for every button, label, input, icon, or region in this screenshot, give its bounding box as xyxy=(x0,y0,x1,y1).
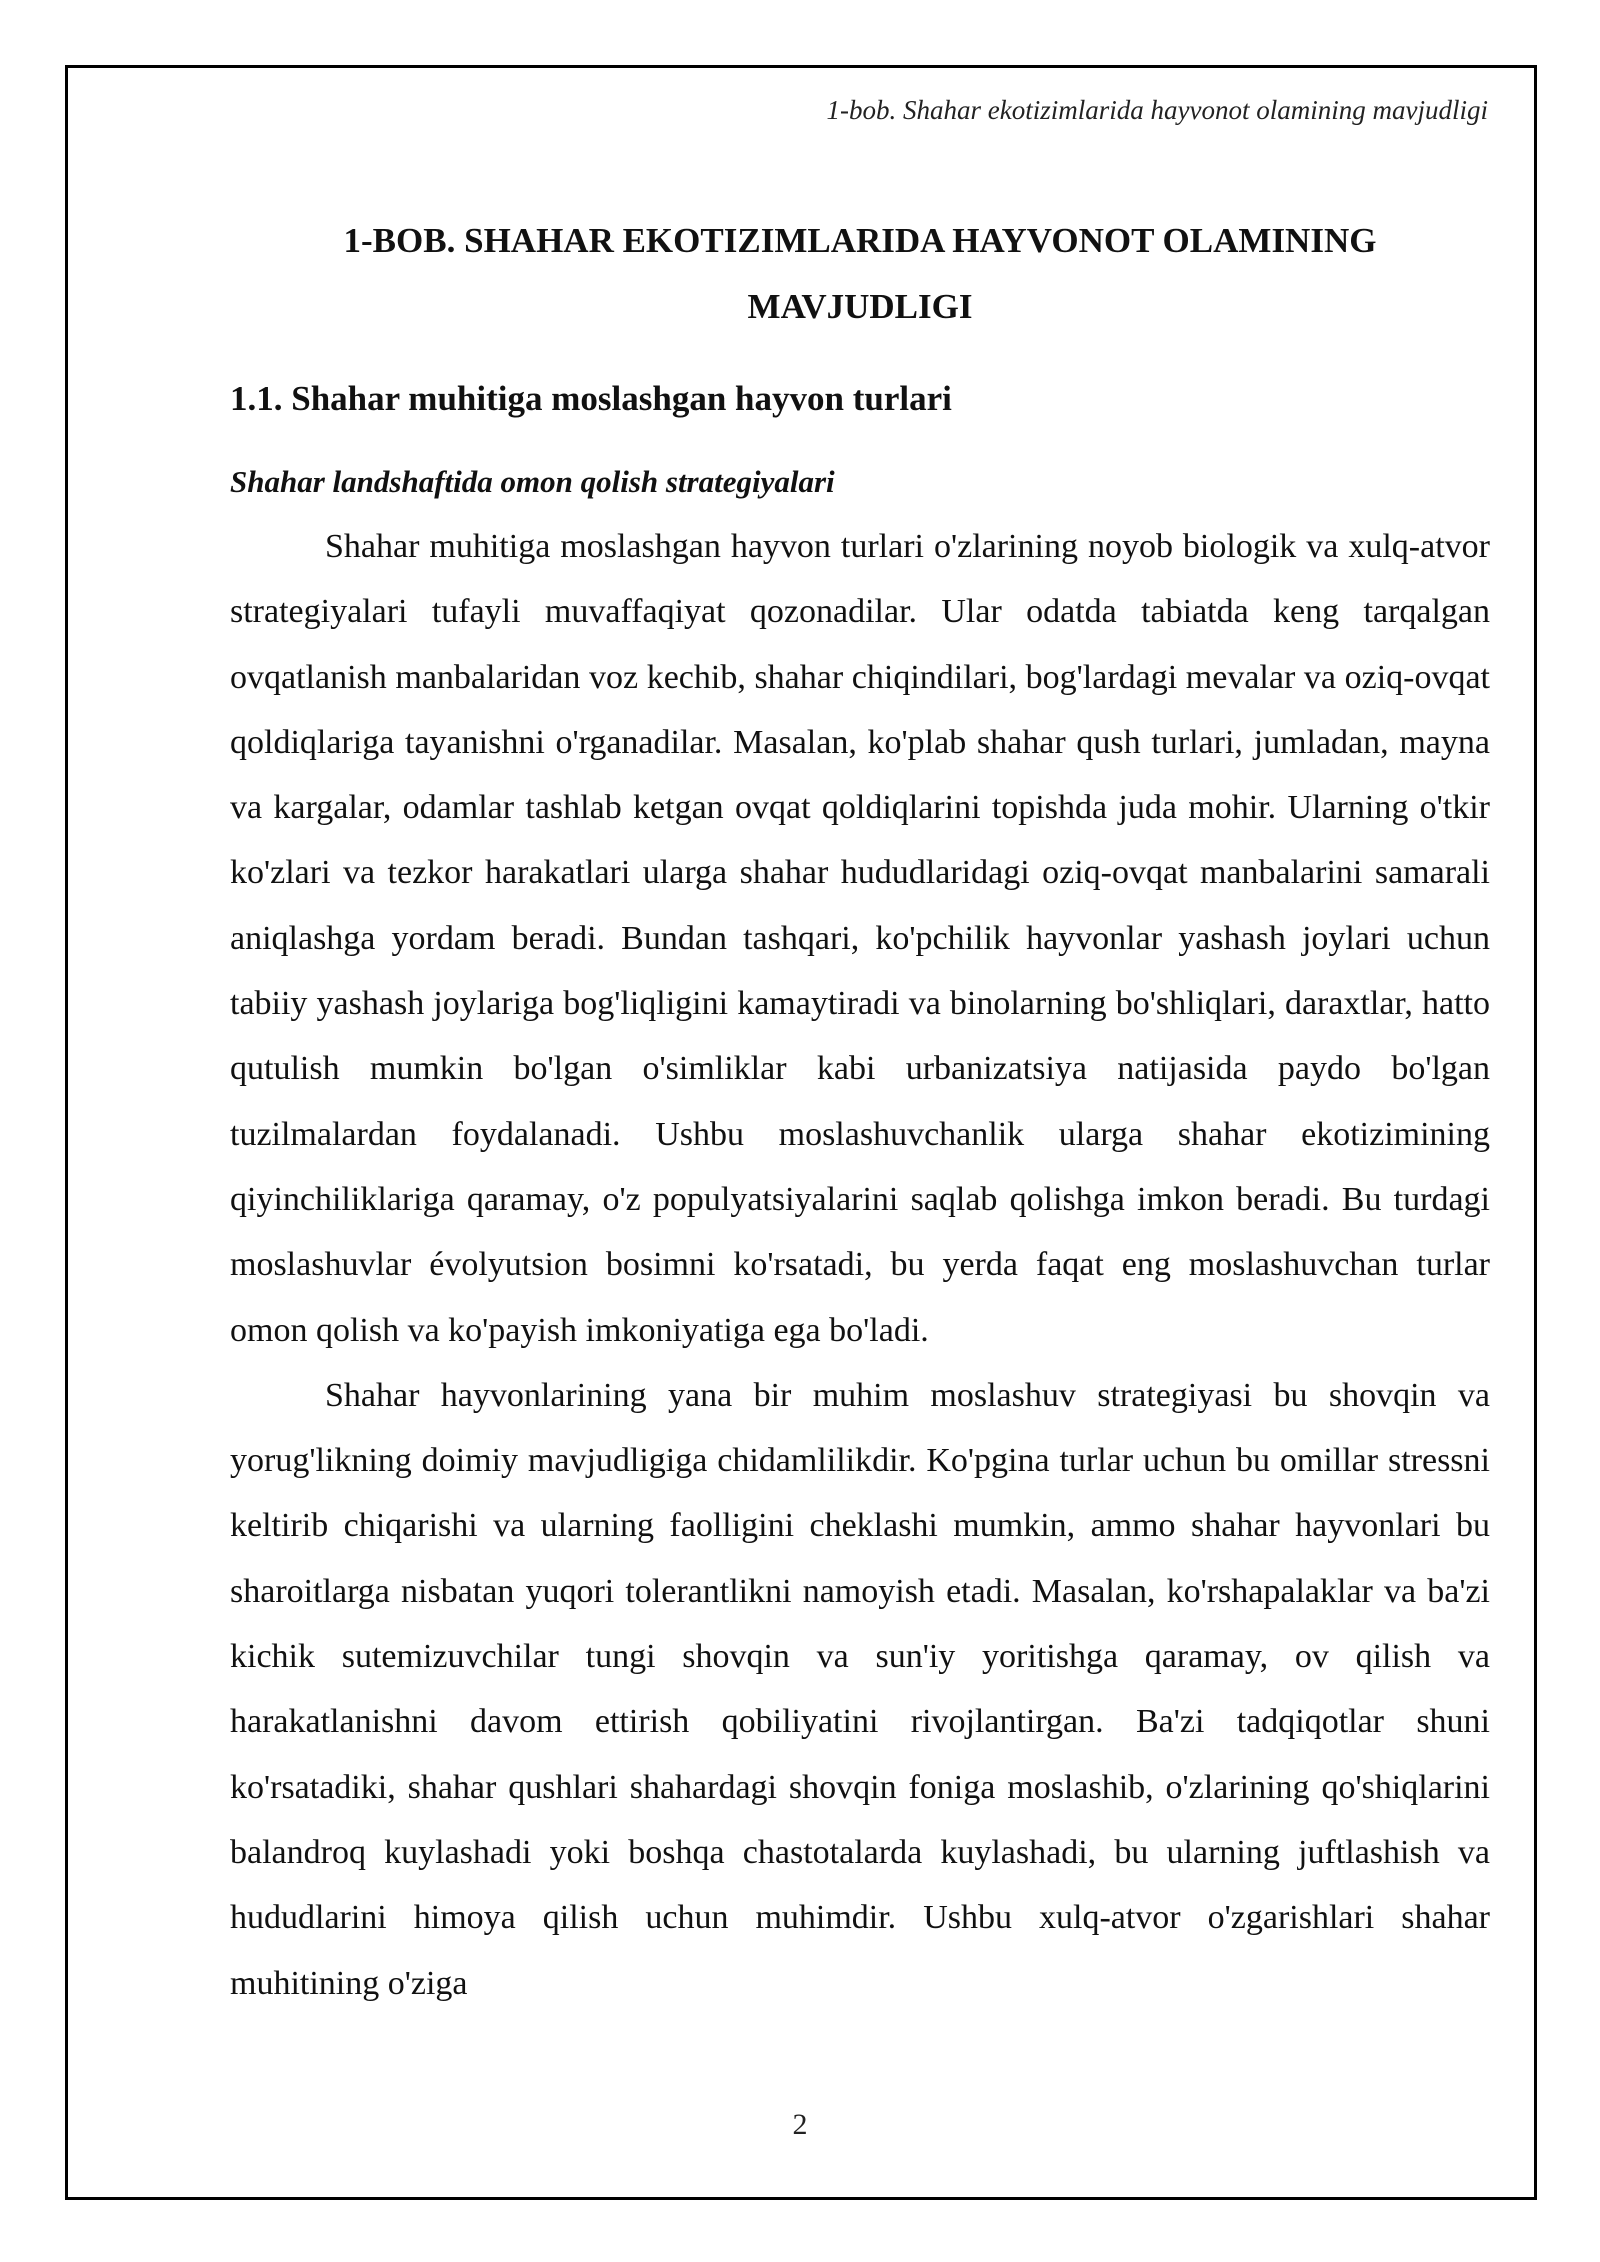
section-title: 1.1. Shahar muhitiga moslashgan hayvon turlari xyxy=(230,379,952,418)
body-paragraph-2: Shahar hayvonlarining yana bir muhim moslashuv strategiyasi bu shovqin va yorug'likning doimiy mavjudligiga chidamlilikdir. Ko'pgina turlar uchun bu omillar stressni keltirib chiqarishi va ularning faolligini cheklashi mumkin, ammo shahar hayvonlari bu sharoitlarga nisbatan yuqori tolerantlikni namoyish etadi. Masalan, ko'rshapalaklar va ba'zi kichik sutemizuvchilar tungi shovqin va sun'iy yoritishga qaramay, ov qilish va harakatlanishni davom ettirish qobiliyatini rivojlantirgan. Ba'zi tadqiqotlar shuni ko'rsatadiki, shahar qushlari shahardagi shovqin foniga moslashib, o'zlarining qo'shiqlarini balandroq kuylashadi yoki boshqa chastotalarda kuylashadi, bu ularning juftlashish va hududlarini himoya qilish uchun muhimdir. Ushbu xulq-atvor o'zgarishlari shahar muhitining o'ziga xyxy=(230,1376,1490,2002)
running-header: 1-bob. Shahar ekotizimlarida hayvonot olamining mavjudligi xyxy=(826,95,1488,125)
page-number: 2 xyxy=(792,2108,808,2141)
subsection-title: Shahar landshaftida omon qolish strategiyalari xyxy=(230,464,835,499)
chapter-title-line-1: 1-BOB. SHAHAR EKOTIZIMLARIDA HAYVONOT OLAMINING xyxy=(343,221,1377,260)
body-paragraph-1: Shahar muhitiga moslashgan hayvon turlari o'zlarining noyob biologik va xulq-atvor strategiyalari tufayli muvaffaqiyat qozonadilar. Ular odatda tabiatda keng tarqalgan ovqatlanish manbalaridan voz kechib, shahar chiqindilari, bog'lardagi mevalar va oziq-ovqat qoldiqlariga tayanishni o'rganadilar. Masalan, ko'plab shahar qush turlari, jumladan, mayna va kargalar, odamlar tashlab ketgan ovqat qoldiqlarini topishda juda mohir. Ularning o'tkir ko'zlari va tezkor harakatlari ularga shahar hududlaridagi oziq-ovqat manbalarini samarali aniqlashga yordam beradi. Bundan tashqari, ko'pchilik hayvonlar yashash joylari uchun tabiiy yashash joylariga bog'liqligini kamaytiradi va binolarning bo'shliqlari, daraxtlar, hatto qutulish mumkin bo'lgan o'simliklar kabi urbanizatsiya natijasida paydo bo'lgan tuzilmalardan foydalanadi. Ushbu moslashuvchanlik ularga shahar ekotizimining qiyinchiliklariga qaramay, o'z populyatsiyalarini saqlab qolishga imkon beradi. Bu turdagi moslashuvlar évolyutsion bosimni ko'rsatadi, bu yerda faqat eng moslashuvchan turlar omon qolish va ko'payish imkoniyatiga ega bo'ladi. xyxy=(230,528,1490,1349)
document-body xyxy=(230,208,1490,2016)
chapter-title-line-2: MAVJUDLIGI xyxy=(747,287,973,326)
chapter-title xyxy=(230,208,1490,340)
